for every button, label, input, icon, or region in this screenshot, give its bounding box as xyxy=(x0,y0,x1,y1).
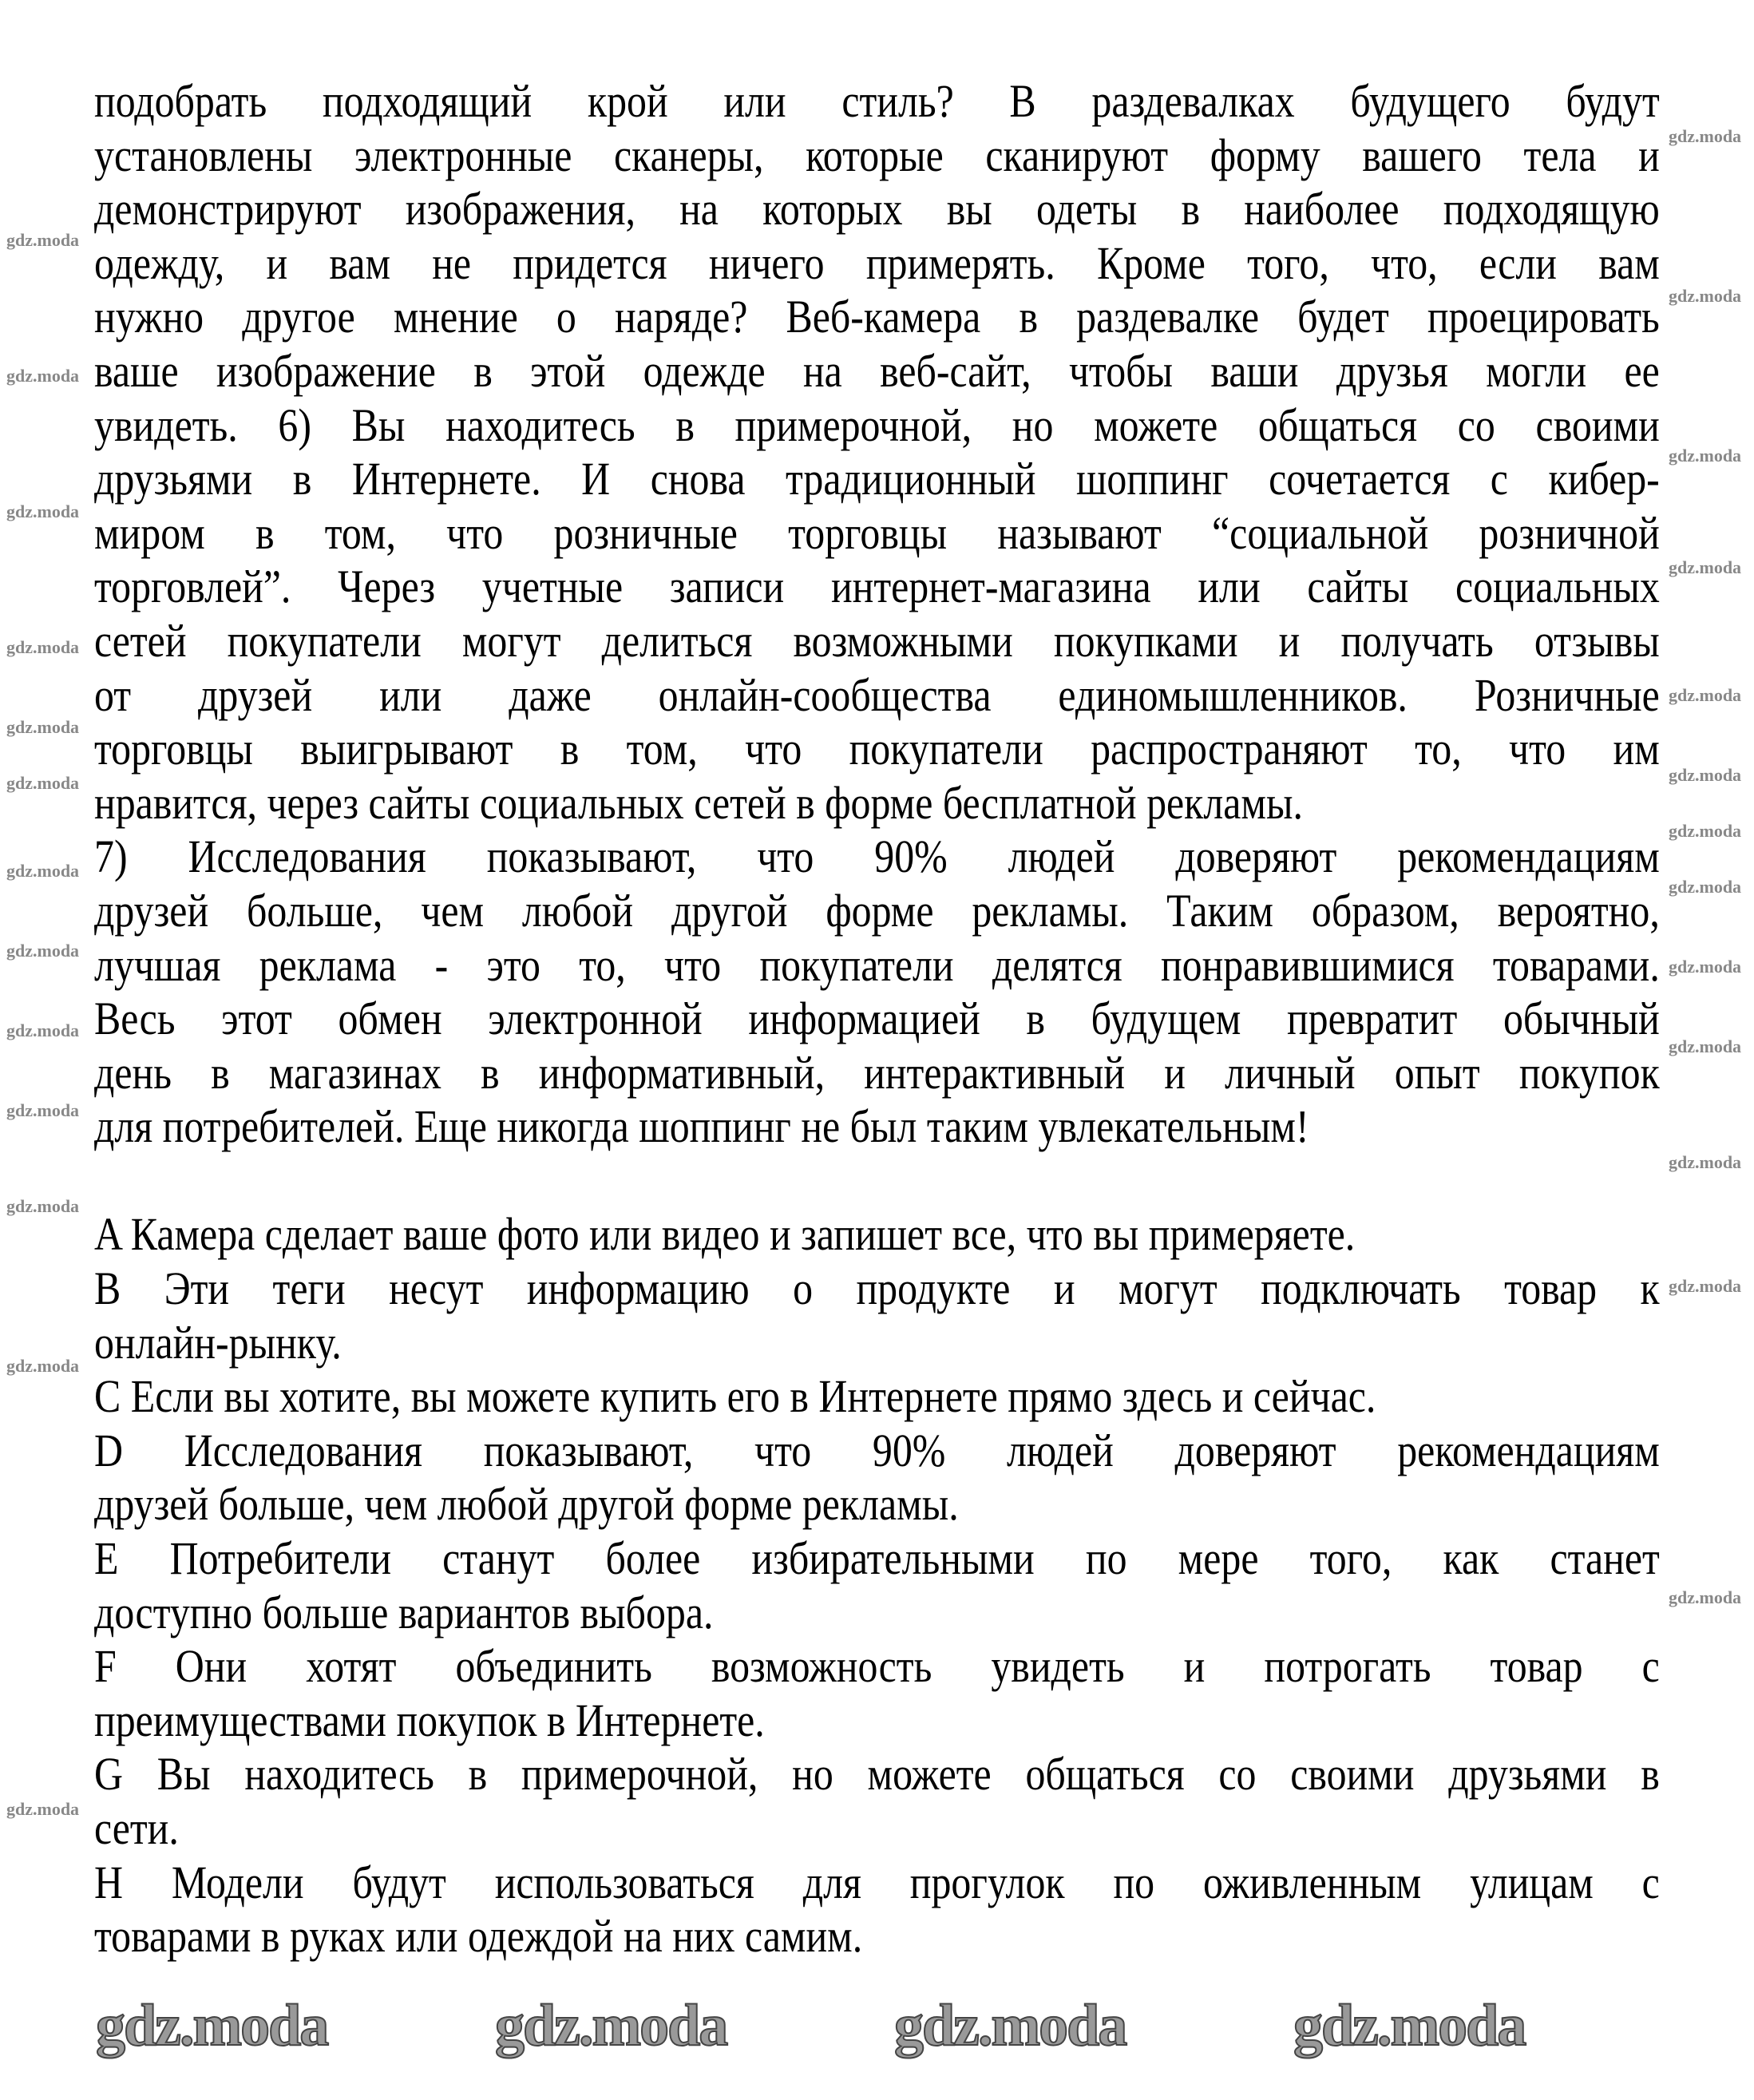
watermark-large: gdz.moda xyxy=(96,1993,328,2058)
option-d: D Исследования показывают, что 90% людей доверяют рекомендациям xyxy=(94,1424,1660,1476)
watermark: gdz.moda xyxy=(1669,1036,1742,1056)
watermark: gdz.moda xyxy=(6,230,80,250)
watermark: gdz.moda xyxy=(6,861,80,881)
watermark: gdz.moda xyxy=(1669,446,1742,466)
option-a: A Камера сделает ваше фото или видео и запишет все, что вы примеряете. xyxy=(94,1208,1356,1261)
watermark: gdz.moda xyxy=(1669,126,1742,146)
text-line: одежду, и вам не придется ничего примерять. Кроме того, что, если вам xyxy=(94,236,1660,289)
watermark: gdz.moda xyxy=(1669,957,1742,977)
watermark: gdz.moda xyxy=(6,1100,80,1120)
watermark: gdz.moda xyxy=(6,941,80,961)
watermark: gdz.moda xyxy=(1669,765,1742,785)
text-line: Весь этот обмен электронной информацией в будущем превратит обычный xyxy=(94,993,1660,1045)
text-line: 7) Исследования показывают, что 90% людей доверяют рекомендациям xyxy=(94,830,1660,883)
option-f-cont: преимуществами покупок в Интернете. xyxy=(94,1694,765,1746)
watermark: gdz.moda xyxy=(1669,877,1742,897)
watermark: gdz.moda xyxy=(1669,286,1742,306)
text-line: нужно другое мнение о наряде? Веб-камера в раздевалке будет проецировать xyxy=(94,291,1660,343)
option-f: F Они хотят объединить возможность увидеть и потрогать товар с xyxy=(94,1640,1660,1693)
option-h-cont: товарами в руках или одеждой на них самим. xyxy=(94,1910,863,1963)
watermark: gdz.moda xyxy=(1669,685,1742,705)
text-line: увидеть. 6) Вы находитесь в примерочной, но можете общаться со своими xyxy=(94,398,1660,451)
watermark: gdz.moda xyxy=(6,1020,80,1040)
watermark: gdz.moda xyxy=(6,717,80,737)
watermark-large: gdz.moda xyxy=(894,1993,1126,2058)
option-h: H Модели будут использоваться для прогулок по оживленным улицам с xyxy=(94,1856,1660,1908)
text-line: лучшая реклама - это то, что покупатели делятся понравившимися товарами. xyxy=(94,938,1660,991)
text-line: друзей больше, чем любой другой форме рекламы. Таким образом, вероятно, xyxy=(94,884,1660,937)
watermark: gdz.moda xyxy=(6,501,80,521)
watermark: gdz.moda xyxy=(1669,1152,1742,1172)
text-line: демонстрируют изображения, на которых вы одеты в наиболее подходящую xyxy=(94,183,1660,236)
text-line: день в магазинах в информативный, интерактивный и личный опыт покупок xyxy=(94,1046,1660,1099)
watermark: gdz.moda xyxy=(1669,821,1742,841)
paragraph xyxy=(94,74,1660,1154)
watermark: gdz.moda xyxy=(6,1356,80,1376)
answer-options xyxy=(94,1207,1660,1963)
watermark: gdz.moda xyxy=(6,1196,80,1216)
text-line: сетей покупатели могут делиться возможными покупками и получать отзывы xyxy=(94,614,1660,667)
option-e-cont: доступно больше вариантов выбора. xyxy=(94,1586,714,1638)
watermark: gdz.moda xyxy=(6,1799,80,1819)
option-g-cont: сети. xyxy=(94,1802,179,1854)
option-d-cont: друзей больше, чем любой другой форме рекламы. xyxy=(94,1478,959,1531)
text-line: для потребителей. Еще никогда шоппинг не был таким увлекательным! xyxy=(94,1100,1309,1153)
text-line: торговцы выигрывают в том, что покупатели распространяют то, что им xyxy=(94,723,1660,775)
watermark: gdz.moda xyxy=(6,366,80,386)
option-b: B Эти теги несут информацию о продукте и могут подключать товар к xyxy=(94,1262,1660,1315)
text-line: торговлей”. Через учетные записи интернет-магазина или сайты социальных xyxy=(94,561,1660,613)
watermark: gdz.moda xyxy=(1669,557,1742,577)
option-c: C Если вы хотите, вы можете купить его в Интернете прямо здесь и сейчас. xyxy=(94,1370,1376,1423)
option-g: G Вы находитесь в примерочной, но можете общаться со своими друзьями в xyxy=(94,1748,1660,1801)
watermark: gdz.moda xyxy=(6,637,80,657)
text-line: ваше изображение в этой одежде на веб-сайт, чтобы ваши друзья могли ее xyxy=(94,344,1660,397)
text-line: нравится, через сайты социальных сетей в форме бесплатной рекламы. xyxy=(94,776,1303,829)
watermark: gdz.moda xyxy=(1669,1276,1742,1296)
watermark: gdz.moda xyxy=(1669,1587,1742,1607)
text-line: подобрать подходящий крой или стиль? В раздевалках будущего будут xyxy=(94,75,1660,127)
option-b-cont: онлайн-рынку. xyxy=(94,1316,342,1369)
document-page xyxy=(94,74,1660,1963)
text-line: от друзей или даже онлайн-сообщества единомышленников. Розничные xyxy=(94,668,1660,721)
watermark-large: gdz.moda xyxy=(1293,1993,1526,2058)
watermark-large: gdz.moda xyxy=(495,1993,727,2058)
option-e: E Потребители станут более избирательными по мере того, как станет xyxy=(94,1532,1660,1585)
text-line: установлены электронные сканеры, которые сканируют форму вашего тела и xyxy=(94,129,1660,181)
text-line: миром в том, что розничные торговцы называют “социальной розничной xyxy=(94,506,1660,559)
watermark: gdz.moda xyxy=(6,773,80,793)
text-line: друзьями в Интернете. И снова традиционный шоппинг сочетается с кибер- xyxy=(94,453,1660,505)
